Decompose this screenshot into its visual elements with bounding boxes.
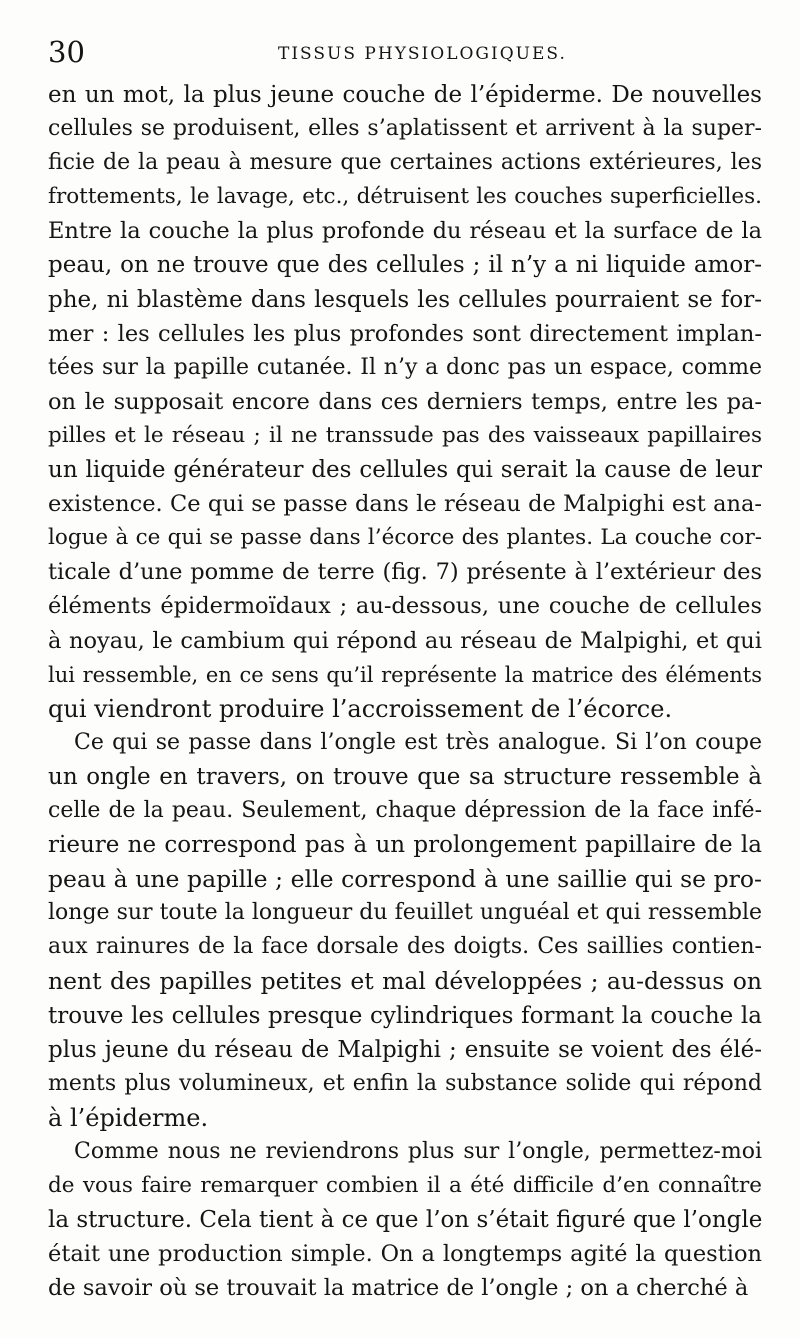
text-line: trouve les cellules presque cylindriques formant la couche la [48,1002,762,1029]
text-line: peau à une papille ; elle correspond à une saillie qui se pro- [48,865,762,894]
text-line: à noyau, le cambium qui répond au réseau de Malpighi, et qui [48,627,762,654]
paragraph [48,1135,762,1305]
body-text [48,78,762,1305]
text-line: ficie de la peau à mesure que certaines actions extérieures, les [48,150,762,176]
text-line: un liquide générateur des cellules qui serait la cause de leur [48,457,762,484]
running-header [48,34,760,70]
paragraph [48,78,762,726]
text-line: de vous faire remarquer combien il a été difficile d’en connaître [48,1173,762,1198]
text-line: de savoir où se trouvait la matrice de l’ongle ; on a cherché à [48,1275,749,1302]
text-line: qui viendront produire l’accroissement de l’écorce. [48,694,673,723]
text-line: ments plus volumineux, et enfin la substance solide qui répond [48,1070,762,1096]
text-line: pilles et le réseau ; il ne transsude pas des vaisseaux papillaires [48,422,762,448]
text-line: logue à ce qui se passe dans l’écorce des plantes. La couche cor- [48,525,762,551]
text-line: existence. Ce qui se passe dans le réseau de Malpighi est ana- [48,491,762,518]
page-number: 30 [48,35,85,69]
text-line: en un mot, la plus jeune couche de l’épiderme. De nouvelles [48,82,762,108]
text-line: frottements, le lavage, etc., détruisent les couches superficielles. [48,184,762,210]
text-line: tées sur la papille cutanée. Il n’y a donc pas un espace, comme [48,354,762,380]
text-line: plus jeune du réseau de Malpighi ; ensuite se voient des élé- [48,1036,762,1063]
text-line: Entre la couche la plus profonde du réseau et la surface de la [48,218,762,245]
text-line: lui ressemble, en ce sens qu’il représente la matrice des éléments [48,662,762,687]
paragraph [48,726,762,1135]
text-line: nent des papilles petites et mal développées ; au-dessus on [48,967,762,996]
text-line: Comme nous ne reviendrons plus sur l’ongle, permettez-moi [74,1138,762,1164]
text-line: celle de la peau. Seulement, chaque dépression de la face infé- [48,797,762,823]
text-line: mer : les cellules les plus profondes sont directement implan- [48,320,762,347]
text-line: longe sur toute la longueur du feuillet unguéal et qui ressemble [48,900,762,926]
text-line: cellules se produisent, elles s’aplatissent et arrivent à la super- [48,116,762,142]
text-line: aux rainures de la face dorsale des doigts. Ces saillies contien- [48,934,762,960]
text-line: peau, on ne trouve que des cellules ; il n’y a ni liquide amor- [48,252,762,279]
text-line: on le supposait encore dans ces derniers temps, entre les pa- [48,388,762,415]
text-line: était une production simple. On a longtemps agité la question [48,1241,762,1268]
text-line: ticale d’une pomme de terre (fig. 7) présente à l’extérieur des [48,559,762,586]
text-line: un ongle en travers, on trouve que sa structure ressemble à [48,763,762,790]
text-line: Ce qui se passe dans l’ongle est très analogue. Si l’on coupe [74,729,762,755]
text-line: rieure ne correspond pas à un prolongement papillaire de la [48,832,762,859]
text-line: à l’épiderme. [48,1103,209,1132]
text-line: éléments épidermoïdaux ; au-dessous, une couche de cellules [48,593,762,620]
text-line: phe, ni blastème dans lesquels les cellules pourraient se for- [48,286,762,313]
running-title: TISSUS PHYSIOLOGIQUES. [278,44,567,64]
text-line: la structure. Cela tient à ce que l’on s’était figuré que l’ongle [48,1207,762,1234]
